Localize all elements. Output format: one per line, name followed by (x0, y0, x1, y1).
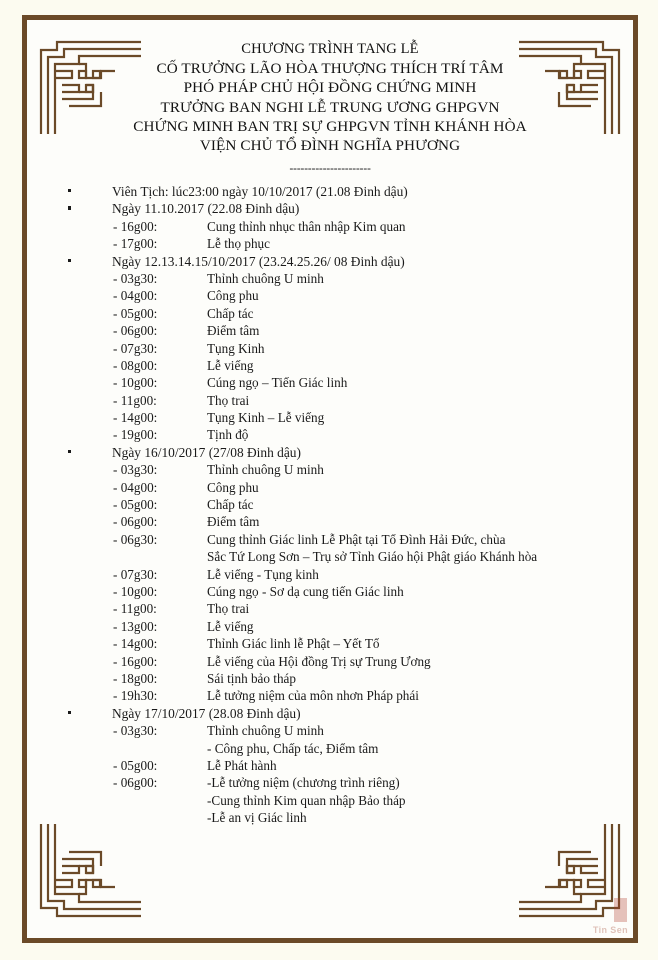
schedule-event-row (27, 322, 633, 339)
day-block (27, 200, 633, 252)
schedule-event-row (27, 757, 633, 774)
event-description: Lễ tưởng niệm của môn nhơn Pháp phái (207, 688, 419, 704)
schedule-list (27, 183, 633, 826)
schedule-event-row (27, 687, 633, 704)
event-description: Tụng Kinh – Lễ viếng (207, 410, 325, 426)
schedule-event-row (27, 496, 633, 513)
schedule-event-row (27, 479, 633, 496)
schedule-event-row (27, 340, 633, 357)
event-time: - 03g30: (113, 462, 158, 478)
schedule-event-row (27, 287, 633, 304)
day-heading-ngay-12-15-10 (27, 253, 633, 270)
event-time: - 06g00: (113, 323, 158, 339)
event-description: Cung thỉnh nhục thân nhập Kim quan (207, 218, 406, 234)
event-description: Thọ trai (207, 601, 250, 617)
event-description: Lễ Phát hành (207, 757, 277, 773)
event-description: Lễ viếng - Tụng kinh (207, 566, 319, 582)
day-label: Ngày 11.10.2017 (22.08 Đinh dậu) (112, 201, 300, 217)
day-heading-ngay-11-10 (27, 200, 633, 217)
event-description: Thọ trai (207, 392, 250, 408)
event-time: - 04g00: (113, 288, 158, 304)
bullet-icon (68, 711, 71, 714)
schedule-event-row (27, 792, 633, 809)
schedule-event-row (27, 653, 633, 670)
day-label: Ngày 12.13.14.15/10/2017 (23.24.25.26/ 08 Đinh dậu) (112, 253, 405, 269)
event-time: - 14g00: (113, 410, 158, 426)
schedule-event-row (27, 670, 633, 687)
watermark (559, 896, 629, 936)
watermark-mark (614, 898, 627, 922)
day-label: Ngày 17/10/2017 (28.08 Đinh dậu) (112, 705, 301, 721)
schedule-event-row (27, 218, 633, 235)
day-heading-vien-tich (27, 183, 633, 200)
event-time: - 14g00: (113, 636, 158, 652)
schedule-event-row (27, 566, 633, 583)
event-time: - 18g00: (113, 670, 158, 686)
schedule-event-row (27, 635, 633, 652)
event-time: - 06g00: (113, 514, 158, 530)
schedule-event-row (27, 774, 633, 791)
event-description: Tụng Kinh (207, 340, 265, 356)
event-description: -Cung thỉnh Kim quan nhập Bảo tháp (207, 792, 406, 808)
day-block (27, 253, 633, 444)
header-line-5: CHỨNG MINH BAN TRỊ SỰ GHPGVN TỈNH KHÁNH HÒA (133, 117, 527, 135)
event-time: - 08g00: (113, 357, 158, 373)
day-block (27, 444, 633, 705)
day-label: Ngày 16/10/2017 (27/08 Đinh dậu) (112, 444, 301, 460)
schedule-event-row (27, 531, 633, 548)
event-description: Công phu (207, 288, 259, 304)
schedule-event-row (27, 270, 633, 287)
event-description: Chấp tác (207, 497, 254, 513)
schedule-event-row (27, 392, 633, 409)
watermark-text: Tin Sen (592, 925, 628, 935)
event-description: Điểm tâm (207, 514, 260, 530)
event-description: Cung thỉnh Giác linh Lễ Phật tại Tổ Đình Hải Đức, chùa (207, 531, 506, 547)
event-time: - 16g00: (113, 653, 158, 669)
event-time: - 05g00: (113, 305, 158, 321)
event-time: - 06g30: (113, 531, 158, 547)
schedule-event-row (27, 461, 633, 478)
bullet-icon (68, 450, 71, 453)
event-description: Cúng ngọ - Sơ dạ cung tiến Giác linh (207, 583, 404, 599)
event-time: - 11g00: (113, 392, 157, 408)
event-time: - 17g00: (113, 236, 158, 252)
day-block (27, 183, 633, 200)
poster-header (27, 40, 633, 174)
day-block (27, 705, 633, 827)
event-time: - 05g00: (113, 497, 158, 513)
event-time: - 04g00: (113, 479, 158, 495)
corner-ornament-bottom-left (35, 818, 147, 930)
event-description: Lễ viếng (207, 357, 254, 373)
event-time: - 11g00: (113, 601, 157, 617)
event-time: - 19g00: (113, 427, 158, 443)
header-line-2: CỐ TRƯỞNG LÃO HÒA THƯỢNG THÍCH TRÍ TÂM (156, 60, 504, 78)
schedule-event-row (27, 305, 633, 322)
day-label: Viên Tịch: lúc23:00 ngày 10/10/2017 (21.08 Đinh dậu) (112, 184, 408, 199)
schedule-event-row (27, 809, 633, 826)
event-description: Lễ viếng của Hội đồng Trị sự Trung Ương (207, 653, 431, 669)
day-heading-ngay-16-10 (27, 444, 633, 461)
schedule-event-row (27, 583, 633, 600)
schedule-event-row (27, 618, 633, 635)
poster-sheet (27, 20, 633, 938)
event-time: - 03g30: (113, 270, 158, 286)
schedule-event-row (27, 409, 633, 426)
schedule-event-row (27, 513, 633, 530)
schedule-event-row (27, 235, 633, 252)
event-description: Thỉnh chuông U minh (207, 270, 324, 286)
event-description: - Công phu, Chấp tác, Điểm tâm (207, 740, 379, 756)
event-time: - 07g30: (113, 566, 158, 582)
event-description: Sắc Tứ Long Sơn – Trụ sở Tỉnh Giáo hội Phật giáo Khánh hòa (207, 549, 538, 565)
event-time: - 16g00: (113, 218, 158, 234)
event-time: - 13g00: (113, 618, 158, 634)
event-time: - 06g00: (113, 775, 158, 791)
bullet-icon (68, 189, 71, 192)
bullet-icon (68, 259, 71, 262)
event-time: - 10g00: (113, 375, 158, 391)
event-description: Cúng ngọ – Tiến Giác linh (207, 375, 348, 391)
schedule-event-row (27, 357, 633, 374)
header-line-6: VIỆN CHỦ TỔ ĐÌNH NGHĨA PHƯƠNG (199, 137, 461, 155)
event-description: Điểm tâm (207, 323, 260, 339)
event-description: Tịnh độ (207, 427, 249, 443)
schedule-event-row (27, 548, 633, 565)
event-description: -Lễ an vị Giác linh (207, 810, 307, 826)
event-description: Thỉnh chuông U minh (207, 462, 324, 478)
bullet-icon (68, 206, 71, 209)
event-description: Thỉnh Giác linh lễ Phật – Yết Tổ (207, 636, 380, 652)
schedule-event-row (27, 722, 633, 739)
event-time: - 07g30: (113, 340, 158, 356)
schedule-event-row (27, 426, 633, 443)
event-time: - 03g30: (113, 723, 158, 739)
schedule-event-row (27, 600, 633, 617)
event-description: Chấp tác (207, 305, 254, 321)
header-line-3: PHÓ PHÁP CHỦ HỘI ĐỒNG CHỨNG MINH (183, 79, 477, 97)
event-time: - 10g00: (113, 583, 158, 599)
corner-ornament-bottom-right (513, 818, 625, 930)
event-description: Sái tịnh bảo tháp (207, 670, 297, 686)
event-time: - 05g00: (113, 757, 158, 773)
header-divider: ---------------------- (289, 161, 371, 176)
schedule-event-row (27, 374, 633, 391)
event-description: Lễ viếng (207, 618, 254, 634)
header-line-4: TRƯỞNG BAN NGHI LỄ TRUNG ƯƠNG GHPGVN (160, 98, 500, 116)
event-description: Thỉnh chuông U minh (207, 723, 324, 739)
event-description: -Lễ tưởng niệm (chương trình riêng) (207, 775, 400, 791)
decorative-frame (22, 15, 638, 943)
event-description: Lễ thọ phục (207, 236, 270, 252)
day-heading-ngay-17-10 (27, 705, 633, 722)
header-line-1: CHƯƠNG TRÌNH TANG LỄ (241, 41, 419, 57)
event-time: - 19h30: (113, 688, 158, 704)
schedule-event-row (27, 740, 633, 757)
event-description: Công phu (207, 479, 259, 495)
